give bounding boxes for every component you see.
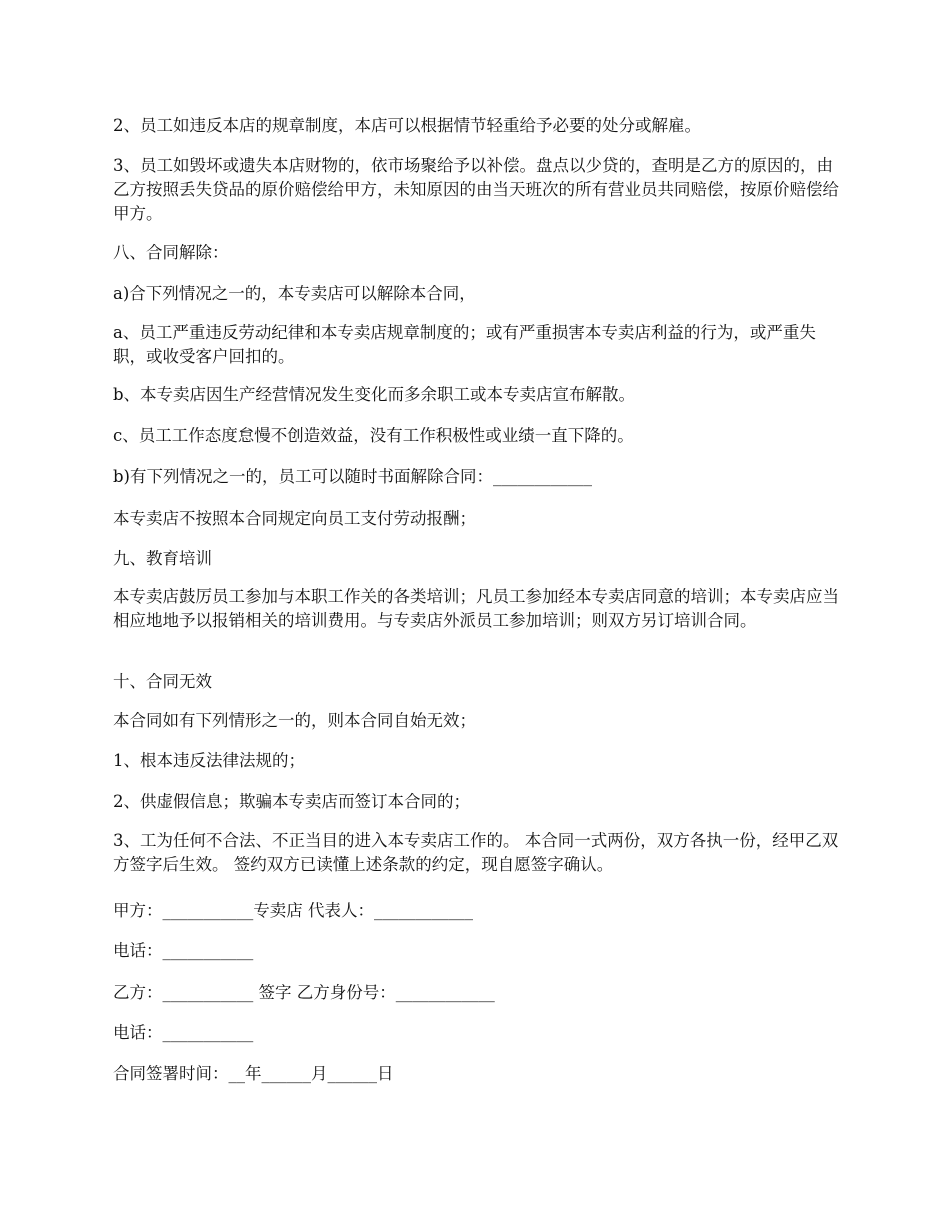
clause-9-text: 本专卖店鼓厉员工参加与本职工作关的各类培训；凡员工参加经本专卖店同意的培训；本专卖店应当相应地地予以报销相关的培训费用。与专卖店外派员工参加培训；则双方另订培训合同。 — [113, 587, 839, 630]
clause-8-b-1: 本专卖店不按照本合同规定向员工支付劳动报酬； — [113, 509, 476, 528]
clause-10-3: 3、工为任何不合法、不正当目的进入本专卖店工作的。 本合同一式两份，双方各执一份，经甲乙双方签字后生效。 签约双方已读懂上述条款的约定，现自愿签字确认。 — [113, 831, 839, 874]
clause-8-a-b: b、本专卖店因生产经营情况发生变化而多余职工或本专卖店宣布解散。 — [113, 385, 636, 404]
section-heading-10: 十、合同无效 — [113, 672, 212, 691]
party-a-line: 甲方：___________专卖店 代表人：____________ — [113, 901, 473, 920]
clause-10-intro: 本合同如有下列情形之一的，则本合同自始无效； — [113, 711, 476, 730]
clause-8-a-c: c、员工工作态度怠慢不创造效益，没有工作积极性或业绩一直下降的。 — [113, 426, 634, 445]
section-heading-8: 八、合同解除： — [113, 243, 229, 262]
clause-10-1: 1、根本违反法律法规的； — [113, 751, 305, 770]
clause-7-2: 2、员工如违反本店的规章制度，本店可以根据情节轻重给予必要的处分或解雇。 — [113, 116, 701, 135]
signing-date: 合同签署时间：__年______月______日 — [113, 1064, 394, 1083]
clause-8-a: a)合下列情况之一的，本专卖店可以解除本合同， — [113, 284, 476, 303]
clause-10-2: 2、供虚假信息；欺骗本专卖店而签订本合同的； — [113, 792, 470, 811]
party-a-phone: 电话：___________ — [113, 941, 254, 960]
section-heading-9: 九、教育培训 — [113, 549, 212, 568]
clause-8-a-a: a、员工严重违反劳动纪律和本专卖店规章制度的；或有严重损害本专卖店利益的行为，或严重失职，或收受客户回扣的。 — [113, 323, 816, 366]
party-b-line: 乙方：___________ 签字 乙方身份号：____________ — [113, 983, 495, 1002]
party-b-phone: 电话：___________ — [113, 1023, 254, 1042]
clause-8-b: b)有下列情况之一的，员工可以随时书面解除合同：____________ — [113, 467, 592, 486]
clause-7-3: 3、员工如毁坏或遗失本店财物的，依市场聚给予以补偿。盘点以少贷的，查明是乙方的原因的，由乙方按照丢失贷品的原价赔偿给甲方，未知原因的由当天班次的所有营业员共同赔偿，按原价赔偿给甲方。 — [113, 156, 839, 223]
